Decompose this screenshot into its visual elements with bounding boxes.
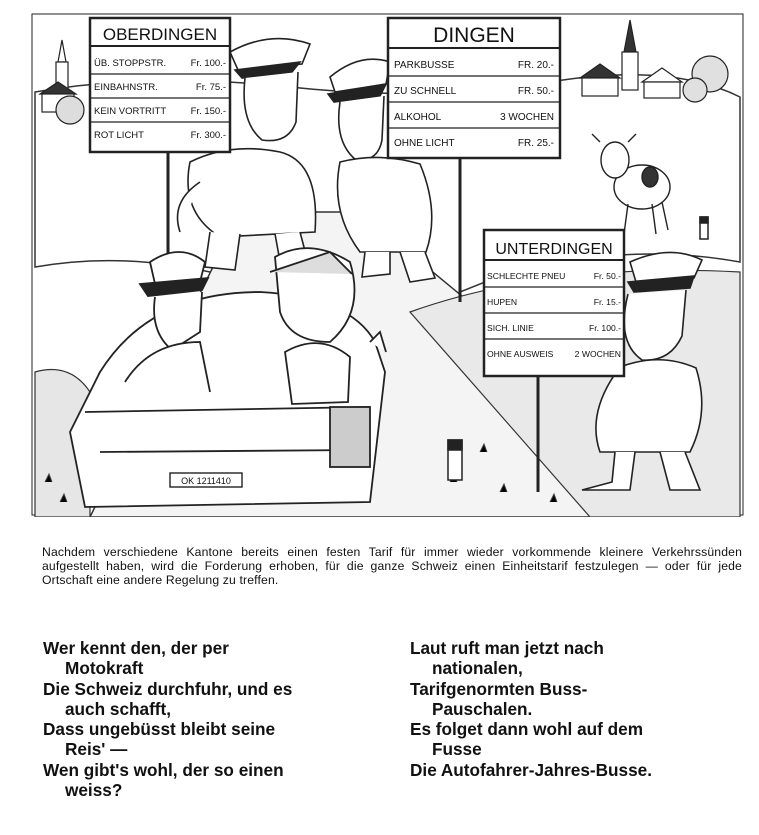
sign-row-label: OHNE LICHT <box>394 138 455 149</box>
sign-row-price: Fr. 100.- <box>190 58 226 69</box>
verse-line: Die Schweiz durchfuhr, und es <box>43 678 293 699</box>
sign-unterdingen <box>484 230 624 376</box>
sign-row-price: Fr. 300.- <box>190 130 226 141</box>
sign-row-price: FR. 50.- <box>517 86 554 97</box>
sign-row-label: OHNE AUSWEIS <box>487 349 554 359</box>
sign-row-label: ROT LICHT <box>94 130 144 141</box>
verse-line: Die Autofahrer-Jahres-Busse. <box>410 759 652 780</box>
sign-row-label: EINBAHNSTR. <box>94 82 158 93</box>
verse-line: Fusse <box>432 739 482 760</box>
sign-row-label: ZU SCHNELL <box>394 86 457 97</box>
sign-row-label: SCHLECHTE PNEU <box>487 271 566 281</box>
verse-line: Reis' — <box>65 739 128 760</box>
sign-row-price: Fr. 150.- <box>190 106 226 117</box>
sign-row-price: 3 WOCHEN <box>500 112 554 123</box>
verse-left-column <box>43 638 373 800</box>
sign-row-price: FR. 25.- <box>517 138 554 149</box>
verse-line: Motokraft <box>65 658 144 679</box>
sign-row-label: ALKOHOL <box>394 112 442 123</box>
sign-unterdingen-title: UNTERDINGEN <box>495 241 613 258</box>
sign-row-label: ÜB. STOPPSTR. <box>94 58 167 69</box>
verse-line: Laut ruft man jetzt nach <box>410 638 604 658</box>
verse-line: Es folget dann wohl auf dem <box>410 719 643 740</box>
verse-line: Dass ungebüsst bleibt seine <box>43 719 276 740</box>
verse-line: auch schafft, <box>65 698 172 719</box>
cartoon-illustration <box>30 12 745 517</box>
sign-oberdingen-title: OBERDINGEN <box>102 25 218 44</box>
sign-dingen-title: DINGEN <box>433 24 515 47</box>
sign-row-price: 2 WOCHEN <box>574 349 621 359</box>
license-plate-text: OK 1211410 <box>181 476 231 486</box>
sign-row-label: PARKBUSSE <box>394 60 455 71</box>
sign-row-price: FR. 20.- <box>517 60 554 71</box>
sign-row-label: HUPEN <box>487 297 518 307</box>
sign-row-price: Fr. 100.- <box>589 323 621 333</box>
verse-line: nationalen, <box>432 658 523 679</box>
verse-line: Pauschalen. <box>432 698 533 719</box>
sign-row-label: KEIN VORTRITT <box>94 106 167 117</box>
sign-row-price: Fr. 75.- <box>195 82 226 93</box>
sign-row-price: Fr. 50.- <box>593 271 621 281</box>
caption-text: Nachdem verschiedene Kantone bereits einen festen Tarif für immer wieder vorkommende kleinere Verkehrssünden aufgestellt haben, wird die Forderung erhoben, für die ganze Schweiz einen Einheitstarif festzulegen — oder für jede Ortschaft eine andere Regelung zu treffen. <box>42 545 742 587</box>
verse-line: Wen gibt's wohl, der so einen <box>43 759 284 780</box>
sign-dingen <box>388 18 560 158</box>
sign-row-price: Fr. 15.- <box>593 297 621 307</box>
verse-right-column <box>410 638 740 780</box>
verse-line: Tarifgenormten Buss- <box>410 678 588 699</box>
sign-row-label: SICH. LINIE <box>487 323 534 333</box>
verse-line: Wer kennt den, der per <box>43 638 229 658</box>
verse-line: weiss? <box>65 780 123 801</box>
sign-oberdingen <box>90 18 230 152</box>
